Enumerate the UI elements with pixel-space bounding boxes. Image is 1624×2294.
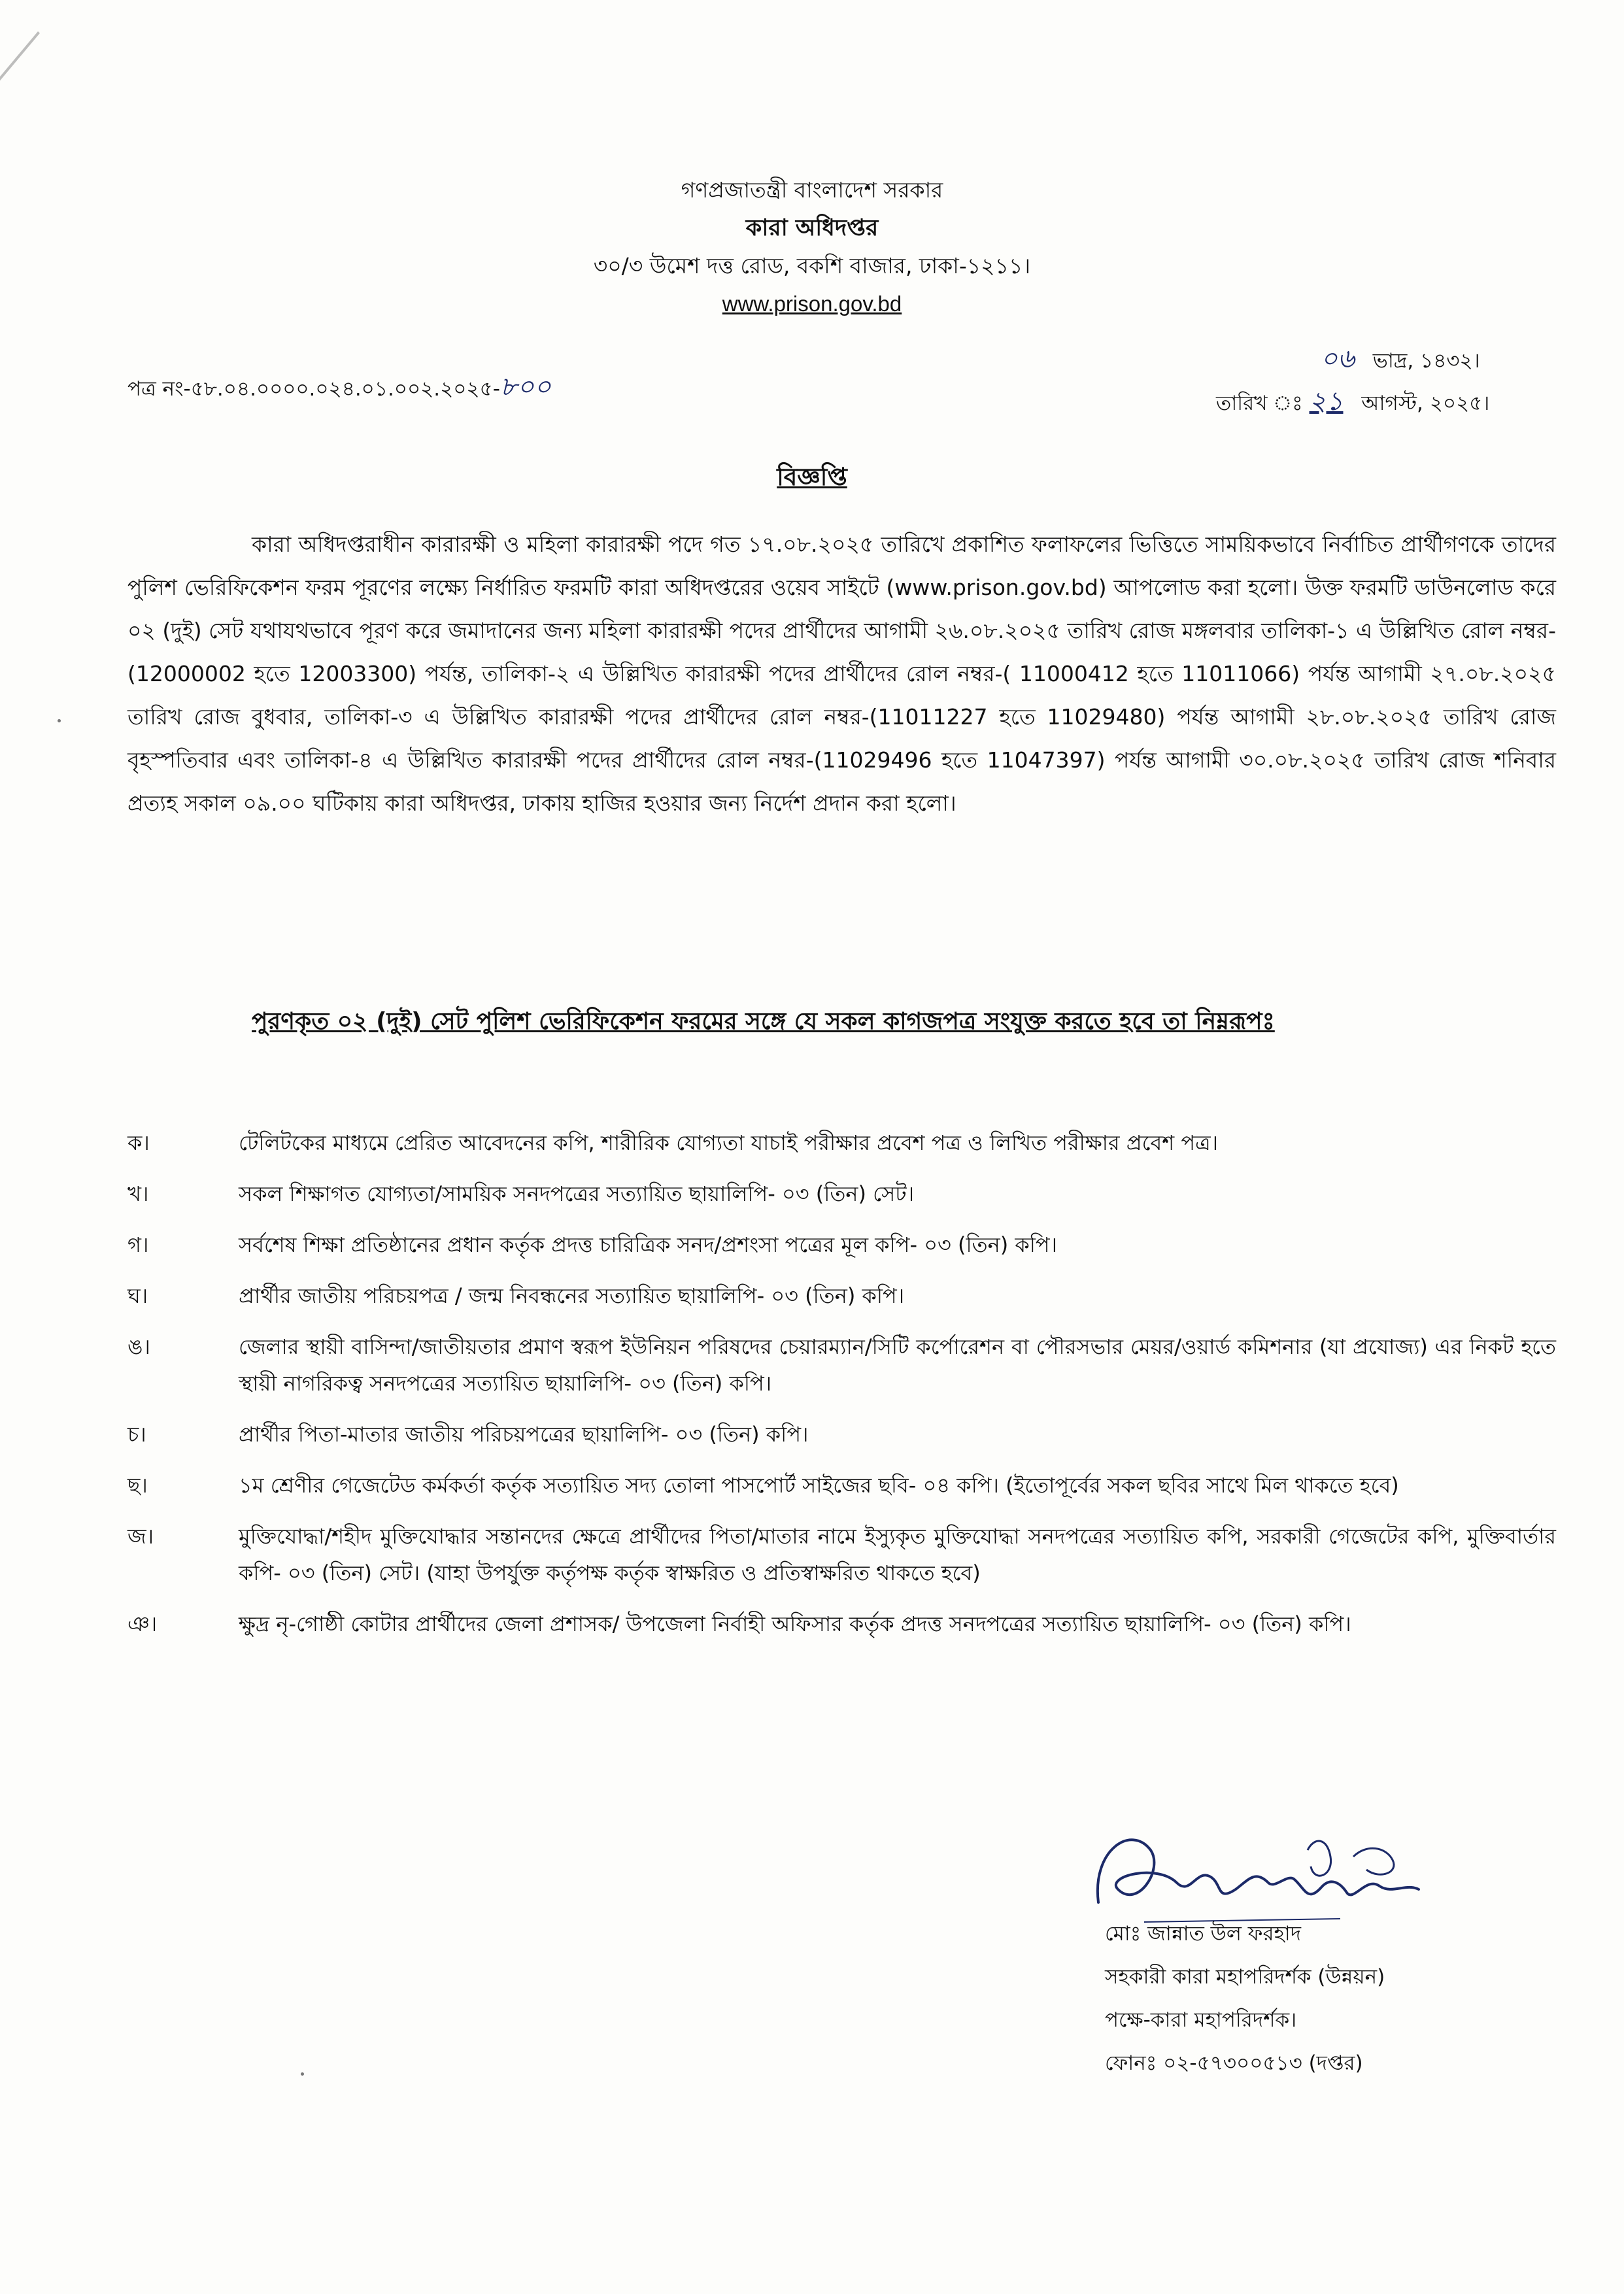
bangla-date-row — [1216, 339, 1489, 381]
list-item-marker: ঙ। — [127, 1334, 150, 1359]
list-item-text: ক্ষুদ্র নৃ-গোষ্ঠী কোটার প্রার্থীদের জেলা প্রশাসক/ উপজেলা নির্বাহী অফিসার কর্তৃক প্রদত্ত সনদপত্রের সত্যায়িত ছায়ালিপি- ০৩ (তিন) কপি। — [239, 1611, 1351, 1636]
list-item-text: ১ম শ্রেণীর গেজেটেড কর্মকর্তা কর্তৃক সত্যায়িত সদ্য তোলা পাসপোর্ট সাইজের ছবি- ০৪ কপি। (ইতোপূর্বের সকল ছবির সাথে মিল থাকতে হবে) — [239, 1473, 1399, 1498]
memo-number-handwritten: ৮০০ — [499, 372, 551, 402]
list-item — [127, 1518, 1556, 1591]
signatory-phone: ফোনঃ ০২-৫৭৩০০৫১৩ (দপ্তর) — [1105, 2051, 1363, 2075]
notice-title: বিজ্ঞপ্তি — [777, 463, 847, 491]
list-item-marker: চ। — [127, 1422, 146, 1447]
signatory-on-behalf: পক্ষে-কারা মহাপরিদর্শক। — [1105, 2008, 1297, 2032]
list-item — [127, 1606, 1556, 1642]
letterhead — [0, 171, 1624, 323]
list-item — [127, 1175, 1556, 1212]
bangla-date-rest: ভাদ্র, ১৪৩২। — [1372, 349, 1480, 373]
memo-number-prefix: পত্র নং-৫৮.০৪.০০০০.০২৪.০১.০০২.২০২৫- — [127, 377, 500, 401]
memo-number — [127, 366, 551, 410]
list-item-text: সর্বশেষ শিক্ষা প্রতিষ্ঠানের প্রধান কর্তৃক প্রদত্ত চারিত্রিক সনদ/প্রশংসা পত্রের মূল কপি- ০৩ (তিন) কপি। — [239, 1232, 1058, 1257]
english-day-handwritten: ২১ — [1309, 386, 1344, 416]
list-item-text: প্রার্থীর পিতা-মাতার জাতীয় পরিচয়পত্রের ছায়ালিপি- ০৩ (তিন) কপি। — [239, 1422, 809, 1447]
website-link[interactable]: www.prison.gov.bd — [722, 292, 902, 316]
scan-artifact-line — [0, 31, 40, 98]
list-item-text: প্রার্থীর জাতীয় পরিচয়পত্র / জন্ম নিবন্ধনের সত্যায়িত ছায়ালিপি- ০৩ (তিন) কপি। — [239, 1283, 905, 1308]
list-item-marker: ক। — [127, 1130, 150, 1155]
list-item — [127, 1124, 1556, 1161]
address: ৩০/৩ উমেশ দত্ত রোড, বকশি বাজার, ঢাকা-১২১১। — [593, 253, 1031, 278]
list-item-marker: ঘ। — [127, 1283, 148, 1308]
list-item-text: জেলার স্থায়ী বাসিন্দা/জাতীয়তার প্রমাণ স্বরূপ ইউনিয়ন পরিষদের চেয়ারম্যান/সিটি কর্পোরেশন বা পৌরসভার মেয়র/ওয়ার্ড কমিশনার (যা প্রযোজ্য) এর নিকট হতে স্থায়ী নাগরিকত্ব সনদপত্রের সত্যায়িত ছায়ালিপি- ০৩ (তিন) কপি। — [239, 1334, 1556, 1396]
scan-speck — [301, 2072, 304, 2076]
list-item-marker: ছ। — [127, 1473, 148, 1498]
scan-speck — [58, 719, 61, 722]
list-item — [127, 1467, 1556, 1504]
list-item — [127, 1416, 1556, 1453]
documents-heading: পুরণকৃত ০২ (দুই) সেট পুলিশ ভেরিফিকেশন ফরমের সঙ্গে যে সকল কাগজপত্র সংযুক্ত করতে হবে তা নিম্নরূপঃ — [252, 1008, 1275, 1035]
list-item — [127, 1226, 1556, 1263]
list-item-text: মুক্তিযোদ্ধা/শহীদ মুক্তিযোদ্ধার সন্তানদের ক্ষেত্রে প্রার্থীদের পিতা/মাতার নামে ইস্যুকৃত মুক্তিযোদ্ধা সনদপত্রের সত্যায়িত কপি, সরকারী গেজেটের কপি, মুক্তিবার্তার কপি- ০৩ (তিন) সেট। (যাহা উপর্যুক্ত কর্তৃপক্ষ কর্তৃক স্বাক্ষরিত ও প্রতিস্বাক্ষরিত থাকতে হবে) — [239, 1524, 1556, 1585]
notice-body: কারা অধিদপ্তরাধীন কারারক্ষী ও মহিলা কারারক্ষী পদে গত ১৭.০৮.২০২৫ তারিখে প্রকাশিত ফলাফলের ভিত্তিতে সাময়িকভাবে নির্বাচিত প্রার্থীগণকে তাদের পুলিশ ভেরিফিকেশন ফরম পূরণের লক্ষ্যে নির্ধারিত ফরমটি কারা অধিদপ্তরের ওয়েব সাইটে (www.prison.gov.bd) আপলোড করা হলো। উক্ত ফরমটি ডাউনলোড করে ০২ (দুই) সেট যথাযথভাবে পূরণ করে জমাদানের জন্য মহিলা কারারক্ষী পদের প্রার্থীদের আগামী ২৬.০৮.২০২৫ তারিখ রোজ মঙ্গলবার তালিকা-১ এ উল্লিখিত রোল নম্বর-(12000002 হতে 12003300) পর্যন্ত, তালিকা-২ এ উল্লিখিত কারারক্ষী পদের প্রার্থীদের রোল নম্বর-( 11000412 হতে 11011066) পর্যন্ত আগামী ২৭.০৮.২০২৫ তারিখ রোজ বুধবার, তালিকা-৩ এ উল্লিখিত কারারক্ষী পদের প্রার্থীদের রোল নম্বর-(11011227 হতে 11029480) পর্যন্ত আগামী ২৮.০৮.২০২৫ তারিখ রোজ বৃহস্পতিবার এবং তালিকা-৪ এ উল্লিখিত কারারক্ষী পদের প্রার্থীদের রোল নম্বর-(11029496 হতে 11047397) পর্যন্ত আগামী ৩০.০৮.২০২৫ তারিখ রোজ শনিবার প্রত্যহ সকাল ০৯.০০ ঘটিকায় কারা অধিদপ্তর, ঢাকায় হাজির হওয়ার জন্য নির্দেশ প্রদান করা হলো। — [127, 531, 1556, 816]
list-item-marker: গ। — [127, 1232, 149, 1257]
date-label: তারিখ ঃ — [1216, 392, 1303, 415]
bangla-day-handwritten: ০৬ — [1320, 344, 1355, 374]
english-date-row — [1216, 381, 1489, 424]
list-item-marker: জ। — [127, 1524, 154, 1549]
handwritten-signature — [1079, 1811, 1445, 1929]
signatory-designation: সহকারী কারা মহাপরিদর্শক (উন্নয়ন) — [1105, 1965, 1385, 1989]
list-item-text: টেলিটকের মাধ্যমে প্রেরিত আবেদনের কপি, শারীরিক যোগ্যতা যাচাই পরীক্ষার প্রবেশ পত্র ও লিখিত পরীক্ষার প্রবেশ পত্র। — [239, 1130, 1219, 1155]
list-item-marker: ঞ। — [127, 1611, 158, 1636]
signatory-block — [1105, 1912, 1385, 2085]
list-item — [127, 1277, 1556, 1314]
list-item-marker: খ। — [127, 1181, 149, 1206]
signatory-name: মোঃ জান্নাত উল ফরহাদ — [1105, 1922, 1302, 1946]
government-name: গণপ্রজাতন্ত্রী বাংলাদেশ সরকার — [681, 177, 943, 203]
english-date-rest: আগস্ট, ২০২৫। — [1361, 392, 1490, 415]
documents-list — [127, 1124, 1556, 1657]
list-item — [127, 1328, 1556, 1402]
list-item-text: সকল শিক্ষাগত যোগ্যতা/সাময়িক সনদপত্রের সত্যায়িত ছায়ালিপি- ০৩ (তিন) সেট। — [239, 1181, 915, 1206]
date-block — [1216, 339, 1489, 424]
organization-name: কারা অধিদপ্তর — [745, 215, 879, 241]
